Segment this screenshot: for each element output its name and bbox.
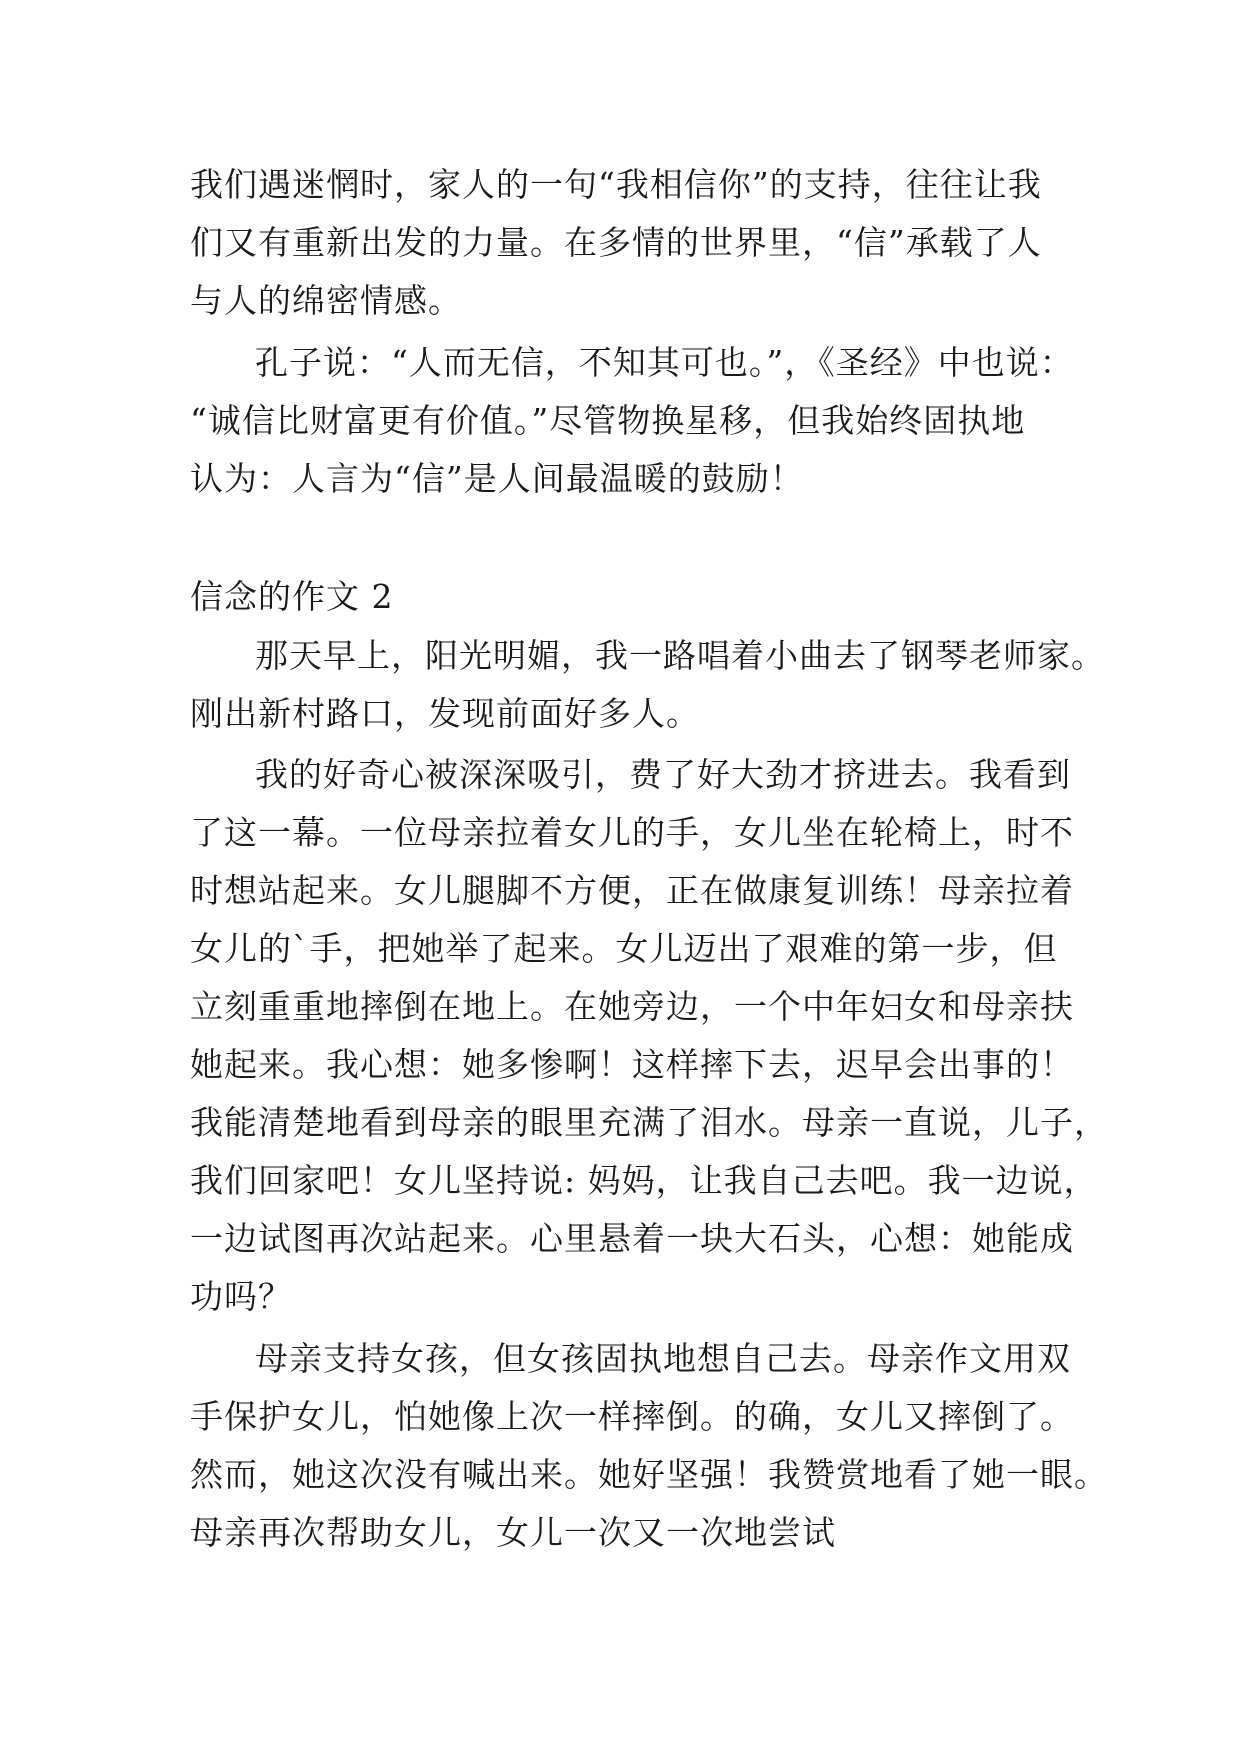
text-line: 孔子说：“人而无信，不知其可也。”，《圣经》中也说： — [255, 343, 1074, 382]
text-line: 一边试图再次站起来。心里悬着一块大石头，心想：她能成 — [190, 1219, 1074, 1258]
text-line: 们又有重新出发的力量。在多情的世界里，“信”承载了人 — [190, 223, 1042, 262]
text-line: 认为：人言为“信”是人间最温暖的鼓励！ — [190, 459, 804, 498]
text-line: 她起来。我心想：她多惨啊！这样摔下去，迟早会出事的！ — [190, 1045, 1074, 1084]
text-line: 然而，她这次没有喊出来。她好坚强！我赞赏地看了她一眼。 — [190, 1455, 1108, 1494]
text-line: 我们遇迷惘时，家人的一句“我相信你”的支持，往往让我 — [190, 165, 1042, 204]
text-line: 那天早上，阳光明媚，我一路唱着小曲去了钢琴老师家。 — [255, 636, 1105, 675]
section-heading: 信念的作文 2 — [190, 577, 394, 616]
text-line: 手保护女儿，怕她像上次一样摔倒。的确，女儿又摔倒了。 — [190, 1397, 1074, 1436]
text-line: 我们回家吧！女儿坚持说: 妈妈，让我自己去吧。我一边说， — [190, 1161, 1098, 1200]
text-line: 母亲支持女孩，但女孩固执地想自己去。母亲作文用双 — [255, 1339, 1071, 1378]
text-line: 与人的绵密情感。 — [190, 281, 462, 320]
text-line: 我的好奇心被深深吸引，费了好大劲才挤进去。我看到 — [255, 755, 1071, 794]
text-line: 我能清楚地看到母亲的眼里充满了泪水。母亲一直说，儿子， — [190, 1103, 1108, 1142]
text-line: 刚出新村路口，发现前面好多人。 — [190, 694, 700, 733]
text-line: 了这一幕。一位母亲拉着女儿的手，女儿坐在轮椅上，时不 — [190, 813, 1074, 852]
text-line: 时想站起来。女儿腿脚不方便，正在做康复训练！母亲拉着 — [190, 871, 1074, 910]
text-line: 女儿的`手，把她举了起来。女儿迈出了艰难的第一步，但 — [190, 929, 1058, 968]
text-line: “诚信比财富更有价值。”尽管物换星移，但我始终固执地 — [190, 401, 1026, 440]
text-line: 母亲再次帮助女儿，女儿一次又一次地尝试 — [190, 1513, 836, 1552]
text-line: 立刻重重地摔倒在地上。在她旁边，一个中年妇女和母亲扶 — [190, 987, 1074, 1026]
text-line: 功吗？ — [190, 1277, 292, 1316]
